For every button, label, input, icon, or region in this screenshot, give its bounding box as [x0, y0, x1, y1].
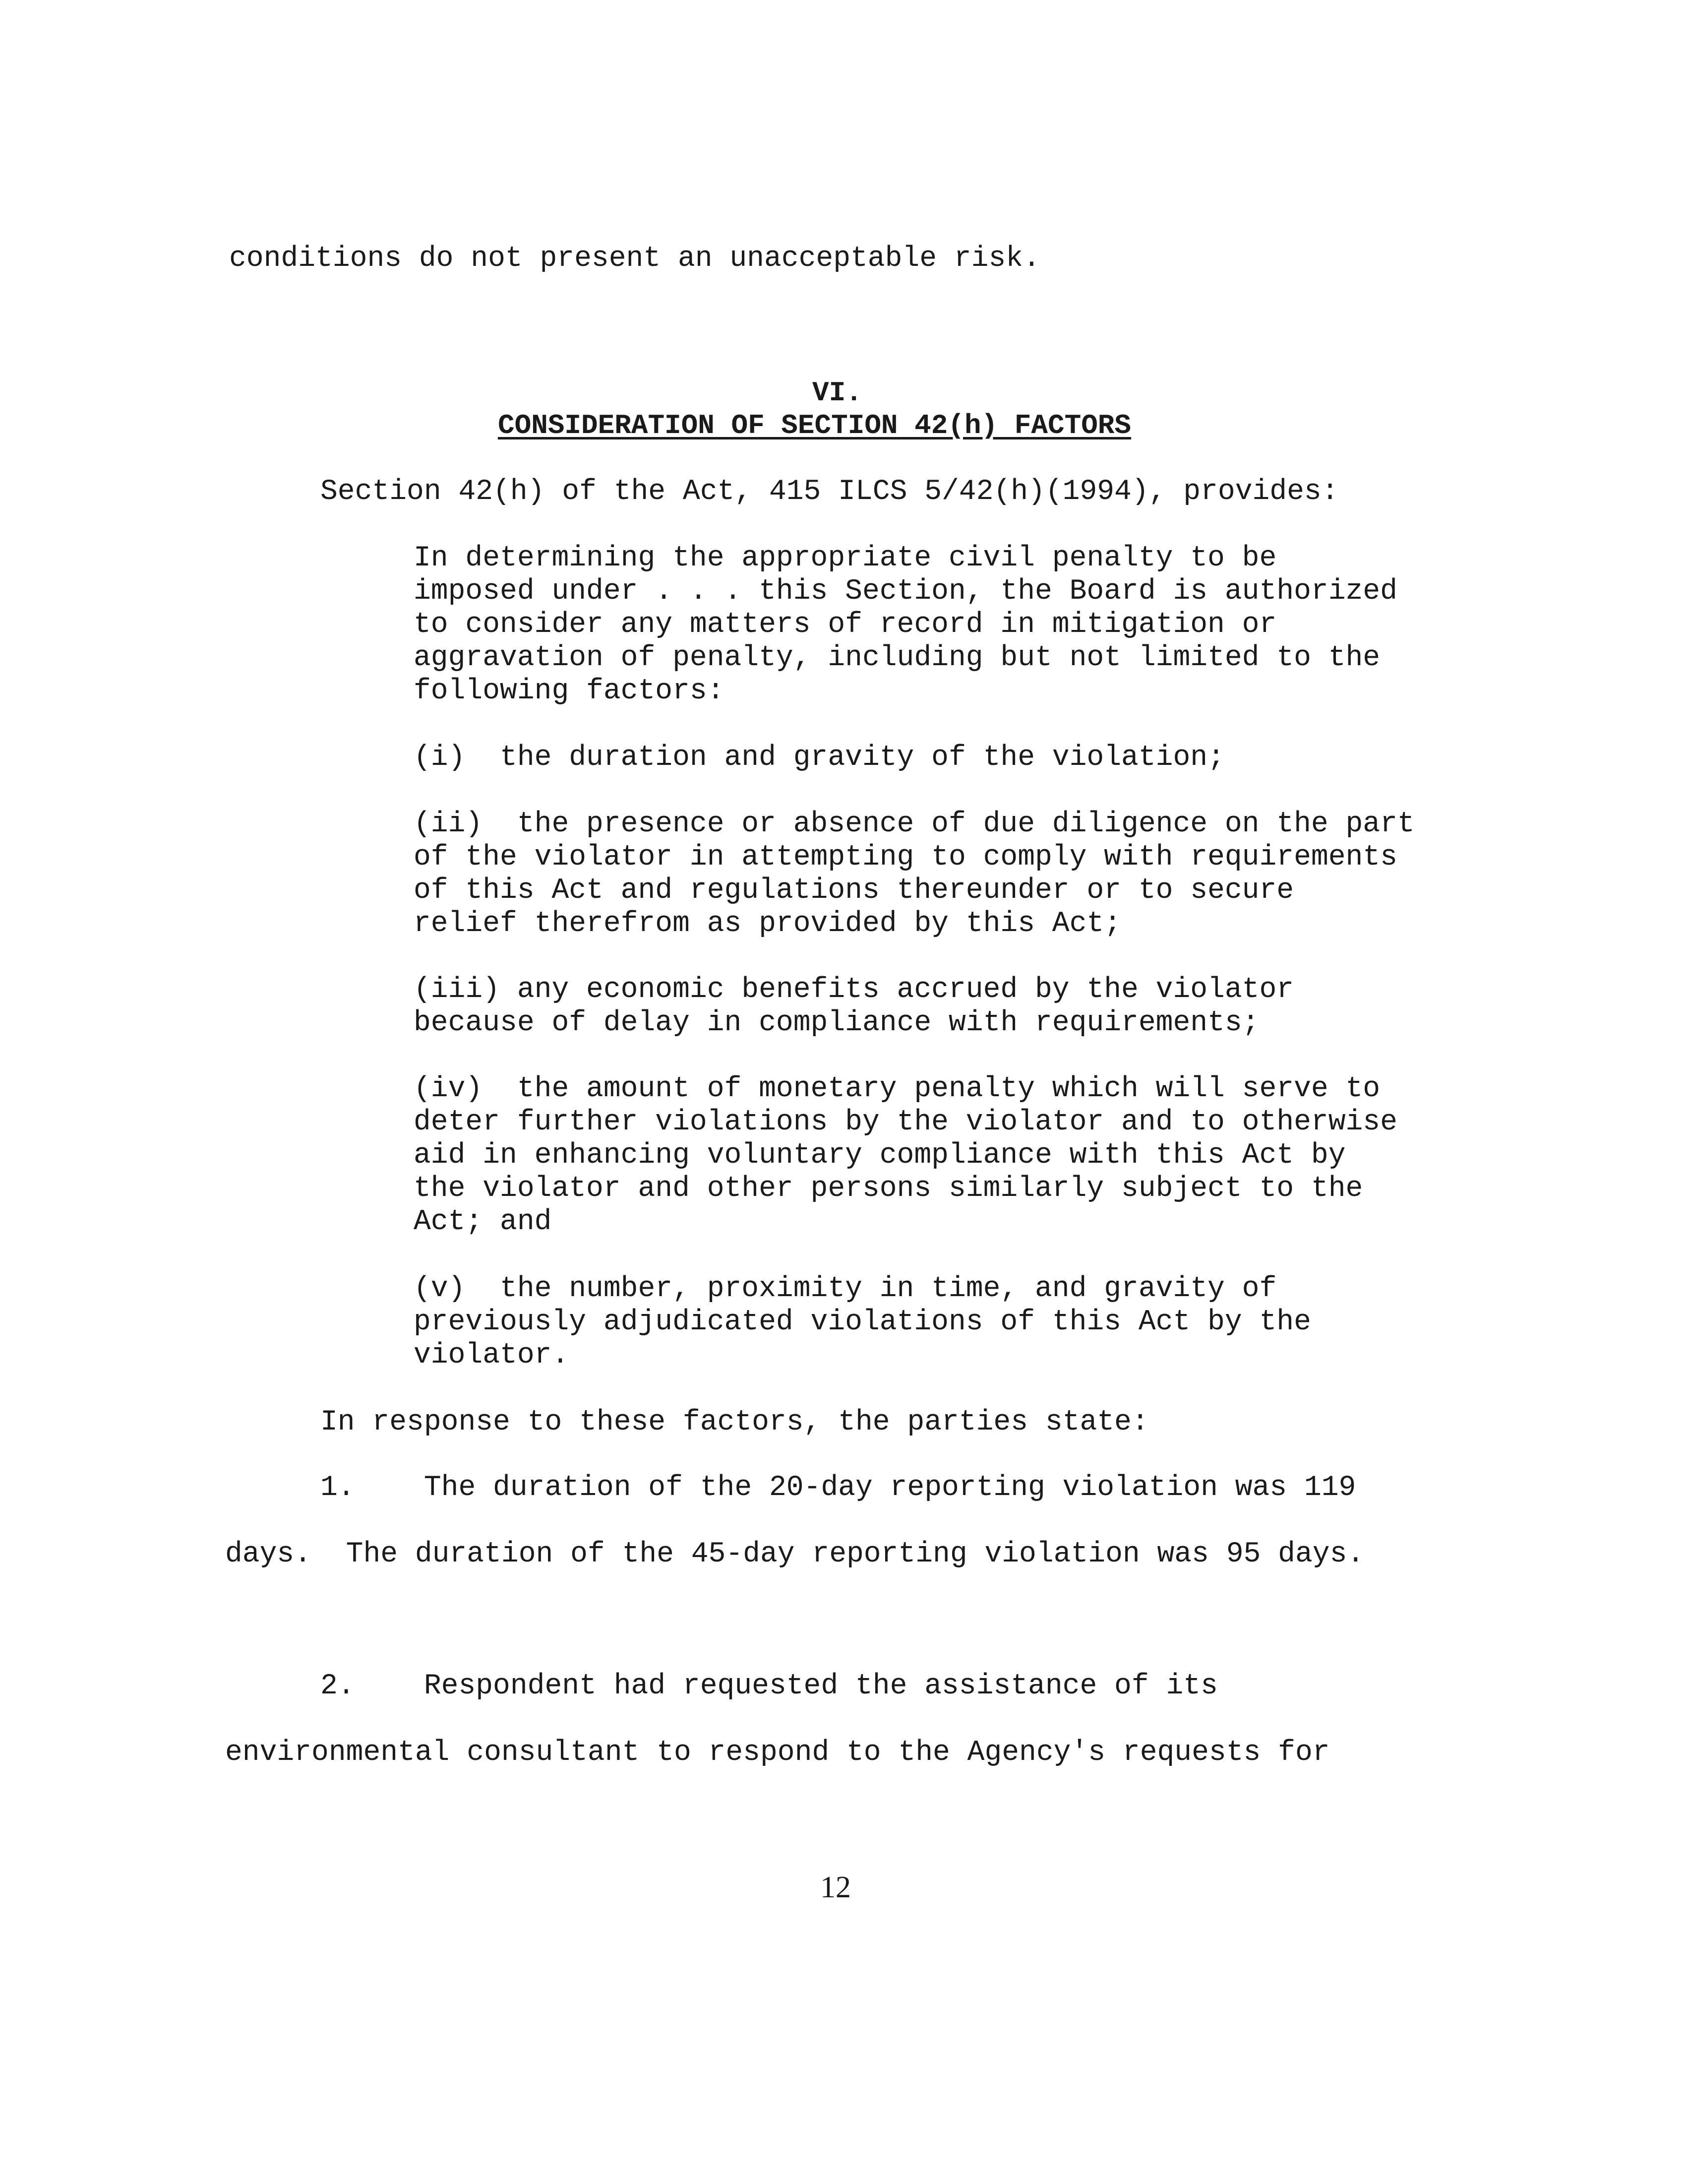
- factor-i: (i) the duration and gravity of the violation;: [414, 742, 1225, 774]
- item-2-continuation: environmental consultant to respond to the Agency's requests for: [225, 1737, 1330, 1769]
- section-title: CONSIDERATION OF SECTION 42(h) FACTORS: [498, 410, 1132, 441]
- factor-ii: (ii) the presence or absence of due diligence on the part of the violator in attempting to comply with requirements of this Act and regulations thereunder or to secure relief therefrom as provided by this Act;: [414, 808, 1415, 940]
- factor-v: (v) the number, proximity in time, and gravity of previously adjudicated violations of this Act by the violator.: [414, 1273, 1311, 1372]
- factor-iv: (iv) the amount of monetary penalty which will serve to deter further violations by the violator and to otherwise aid in enhancing voluntary compliance with this Act by the violator and other persons similarly subject to the Act; and: [414, 1073, 1397, 1238]
- continuation-line: conditions do not present an unacceptable risk.: [229, 243, 1040, 275]
- section-number: VI.: [812, 377, 862, 409]
- factor-iii: (iii) any economic benefits accrued by the violator because of delay in compliance with requirements;: [414, 974, 1294, 1039]
- page-number: 12: [820, 1871, 851, 1904]
- response-intro: In response to these factors, the parties state:: [320, 1406, 1149, 1438]
- quote-lead-paragraph: In determining the appropriate civil penalty to be imposed under . . . this Section, the Board is authorized to consider any matters of record in mitigation or aggravation of penalty, including but not limited to the following factors:: [414, 542, 1397, 707]
- item-2-first-line: 2. Respondent had requested the assistance of its: [320, 1670, 1218, 1702]
- item-1-first-line: 1. The duration of the 20-day reporting violation was 119: [320, 1472, 1356, 1504]
- item-1-continuation: days. The duration of the 45-day reporting violation was 95 days.: [225, 1538, 1365, 1570]
- statute-intro: Section 42(h) of the Act, 415 ILCS 5/42(h)(1994), provides:: [320, 476, 1339, 508]
